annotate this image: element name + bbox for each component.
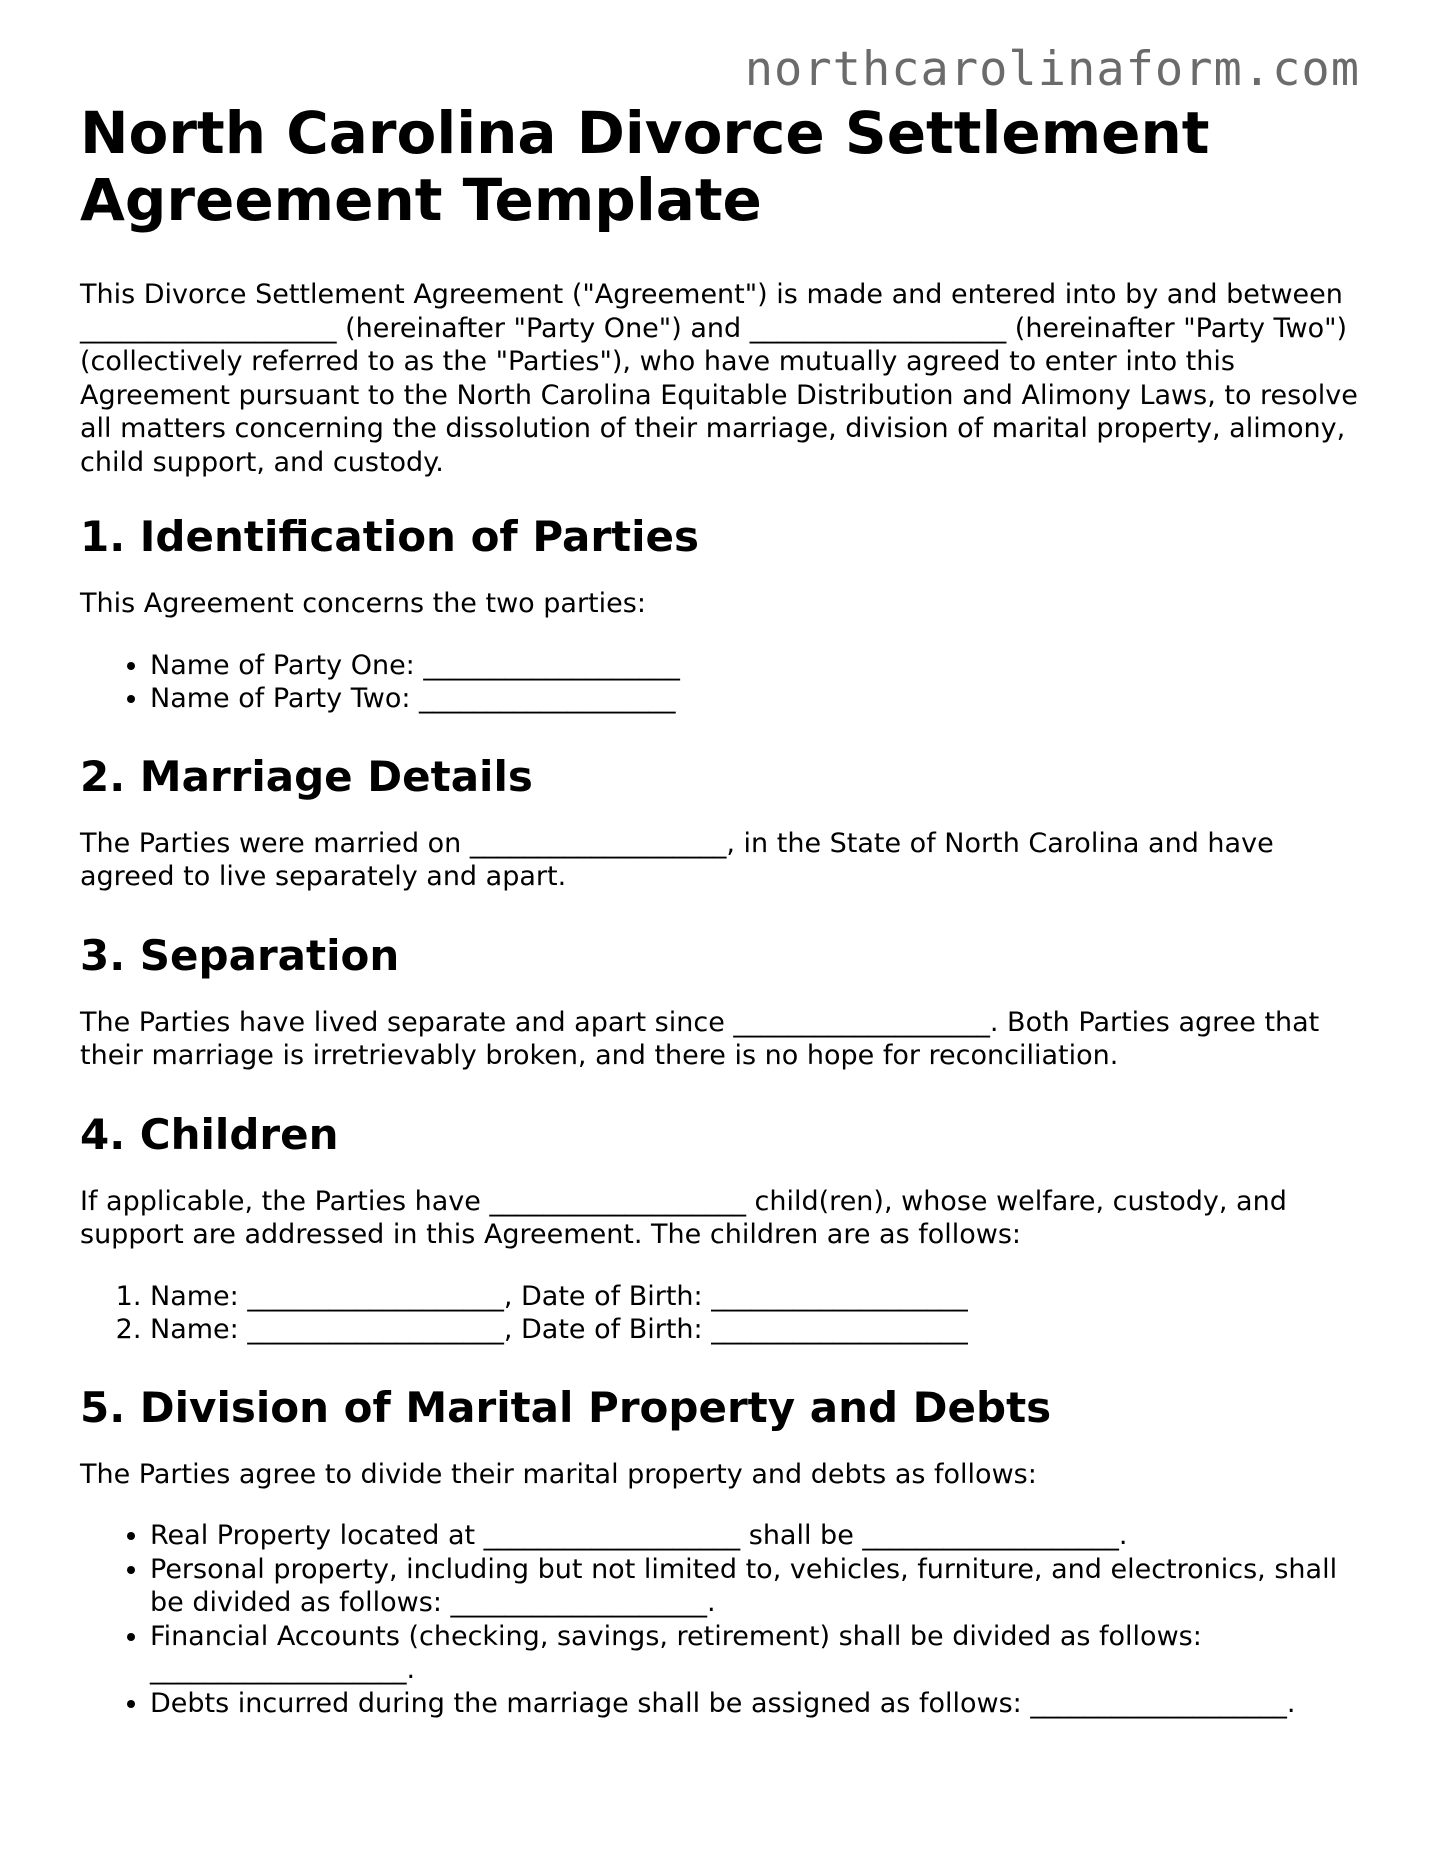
list-item: • Debts incurred during the marriage shall be assigned as follows: ___________________. [150,1687,1370,1721]
list-item: • Personal property, including but not limited to, vehicles, furniture, and electronics, shall be divided as follows: ___________________. [150,1553,1370,1620]
section-identification [80,512,1370,716]
page-title: North Carolina Divorce Settlement Agreement Template [80,99,1210,234]
list-item: • Real Property located at ___________________ shall be ___________________. [150,1519,1370,1553]
section-children [80,1110,1370,1347]
section-heading: 2. Marriage Details [80,751,533,801]
list-item: • Name of Party Two: ___________________ [150,682,1370,716]
section-marriage-details [80,752,1370,894]
intro-paragraph: This Divorce Settlement Agreement ("Agreement") is made and entered into by and between ___________________ (hereinafter "Party One") and ___________________ (hereinafter "Party Two") (collectively referred to as the "Parties"), who have mutually agreed to enter into this Agreement pursuant to the North Carolina Equitable Distribution and Alimony Laws, to resolve all matters concerning the dissolution of their marriage, division of marital property, alimony, child support, and custody. [80,279,1358,478]
watermark: northcarolinaform.com [744,42,1360,97]
list-item: • Financial Accounts (checking, savings, retirement) shall be divided as follows: ___________________. [150,1620,1370,1687]
section-heading: 5. Division of Marital Property and Debts [80,1382,1052,1432]
section-separation [80,931,1370,1073]
section-heading: 3. Separation [80,930,400,980]
section-text: The Parties have lived separate and apart since ___________________. Both Parties agree that their marriage is irretrievably broken, and there is no hope for reconciliation. [80,1006,1320,1071]
section-text: If applicable, the Parties have ___________________ child(ren), whose welfare, custody, and support are addressed in this Agreement. The children are as follows: [80,1185,1287,1250]
section-text: The Parties were married on ___________________, in the State of North Carolina and have agreed to live separately and apart. [80,827,1274,892]
list-item: • Name of Party One: ___________________ [150,649,1370,683]
section-heading: 4. Children [80,1109,339,1159]
section-division-of-property [80,1383,1370,1721]
section-heading: 1. Identification of Parties [80,512,699,561]
children-list [80,1280,1370,1347]
list-item: 2. Name: ___________________, Date of Birth: ___________________ [150,1313,1370,1347]
party-list [80,649,1370,716]
document-body [80,100,1370,1720]
section-text: This Agreement concerns the two parties: [80,588,646,619]
section-text: The Parties agree to divide their marital property and debts as follows: [80,1458,1037,1490]
list-item: 1. Name: ___________________, Date of Birth: ___________________ [150,1280,1370,1314]
property-list [80,1519,1370,1720]
